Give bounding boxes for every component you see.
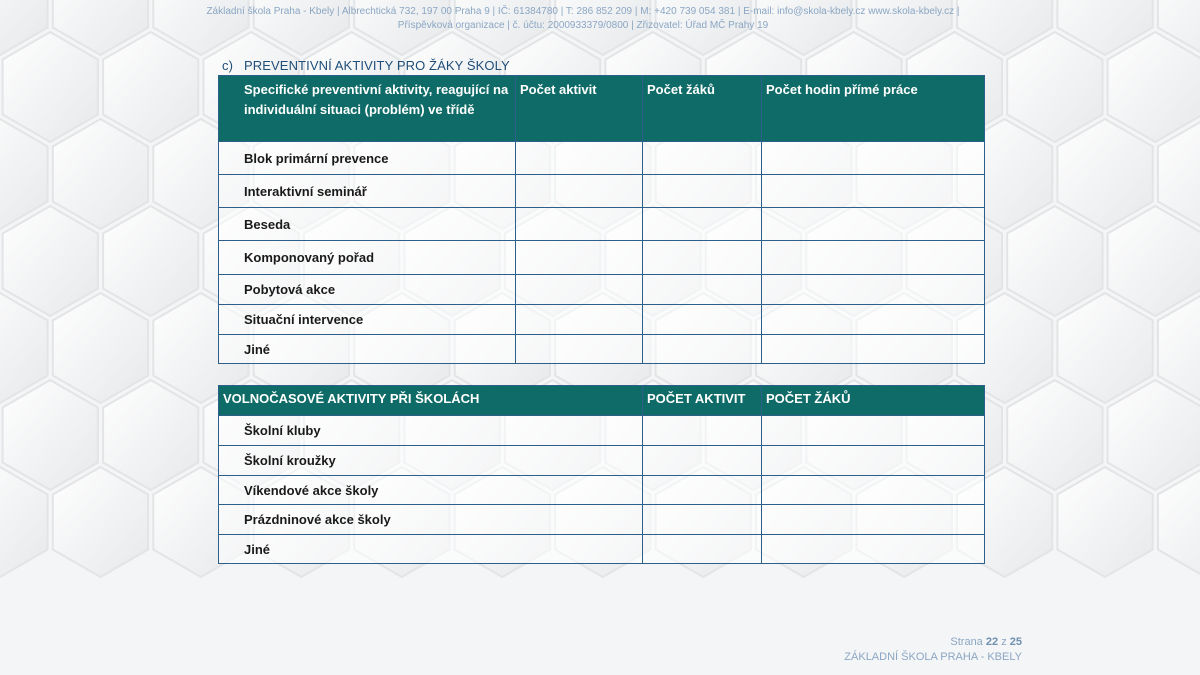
activity-count-cell[interactable] [643, 535, 762, 564]
column-header-pupil-count: POČET ŽÁKŮ [762, 386, 985, 416]
background-hexagon [53, 467, 148, 577]
activity-count-cell[interactable] [643, 446, 762, 476]
direct-hours-cell[interactable] [762, 275, 985, 305]
page-total: 25 [1009, 636, 1022, 648]
section-title: PREVENTIVNÍ AKTIVITY PRO ŽÁKY ŠKOLY [244, 58, 510, 73]
column-header-activity-count: Počet aktivit [516, 76, 643, 142]
pupil-count-cell[interactable] [762, 416, 985, 446]
background-hexagon [1057, 467, 1152, 577]
table-row [219, 208, 985, 241]
page-current: 22 [985, 636, 999, 648]
table-row [219, 275, 985, 305]
background-hexagon [53, 293, 148, 403]
activity-count-cell[interactable] [643, 476, 762, 505]
preventive-activities-table [218, 75, 985, 364]
direct-hours-cell[interactable] [762, 142, 985, 175]
section-heading [222, 58, 510, 73]
table-row [219, 535, 985, 564]
activity-count-cell[interactable] [643, 505, 762, 535]
direct-hours-cell[interactable] [762, 335, 985, 364]
pupil-count-cell[interactable] [762, 535, 985, 564]
direct-hours-cell[interactable] [762, 241, 985, 275]
section-letter: c) [222, 58, 234, 73]
table-row [219, 241, 985, 275]
activity-count-cell[interactable] [516, 208, 643, 241]
background-hexagon [1007, 32, 1102, 142]
table-header-row [219, 76, 985, 142]
table-row [219, 305, 985, 335]
background-hexagon [3, 32, 98, 142]
pupil-count-cell[interactable] [643, 175, 762, 208]
page-label: Strana [950, 636, 983, 648]
pupil-count-cell[interactable] [762, 505, 985, 535]
row-label: Prázdninové akce školy [219, 505, 643, 535]
background-hexagon [103, 32, 198, 142]
background-hexagon [1007, 206, 1102, 316]
pupil-count-cell[interactable] [643, 241, 762, 275]
pupil-count-cell[interactable] [762, 446, 985, 476]
column-header-direct-hours: Počet hodin přímé práce [762, 76, 985, 142]
column-header-leisure-activity: VOLNOČASOVÉ AKTIVITY PŘI ŠKOLÁCH [219, 386, 643, 416]
row-label: Interaktivní seminář [219, 175, 516, 208]
pupil-count-cell[interactable] [643, 275, 762, 305]
page-of: z [1001, 636, 1007, 648]
table-row [219, 142, 985, 175]
page-footer [844, 635, 1022, 665]
row-label: Školní kroužky [219, 446, 643, 476]
activity-count-cell[interactable] [516, 142, 643, 175]
row-label: Komponovaný pořad [219, 241, 516, 275]
row-label: Jiné [219, 535, 643, 564]
background-hexagon [103, 206, 198, 316]
direct-hours-cell[interactable] [762, 175, 985, 208]
header-address-line: Základní škola Praha - Kbely | Albrechtická 732, 197 00 Praha 9 | IČ: 61384780 | T: 286 852 209 | M: +420 739 054 381 | E-mail: info@skola-kbely.cz www.skola-kbely.cz | [206, 6, 960, 17]
pupil-count-cell[interactable] [643, 305, 762, 335]
activity-count-cell[interactable] [516, 305, 643, 335]
pupil-count-cell[interactable] [643, 142, 762, 175]
pupil-count-cell[interactable] [643, 335, 762, 364]
activity-count-cell[interactable] [643, 416, 762, 446]
column-header-activity: Specifické preventivní aktivity, reagující na individuální situaci (problém) ve třídě [219, 76, 516, 142]
row-label: Beseda [219, 208, 516, 241]
table-row [219, 416, 985, 446]
background-hexagon [1108, 206, 1200, 316]
row-label: Situační intervence [219, 305, 516, 335]
background-hexagon [1108, 32, 1200, 142]
background-hexagon [103, 380, 198, 490]
background-hexagon [3, 206, 98, 316]
background-hexagon [1057, 119, 1152, 229]
table-row [219, 175, 985, 208]
direct-hours-cell[interactable] [762, 208, 985, 241]
page-number [844, 635, 1022, 650]
row-label: Školní kluby [219, 416, 643, 446]
column-header-pupil-count: Počet žáků [643, 76, 762, 142]
pupil-count-cell[interactable] [643, 208, 762, 241]
row-label: Víkendové akce školy [219, 476, 643, 505]
leisure-activities-table [218, 385, 985, 564]
column-header-activity-count: POČET AKTIVIT [643, 386, 762, 416]
row-label: Blok primární prevence [219, 142, 516, 175]
direct-hours-cell[interactable] [762, 305, 985, 335]
activity-count-cell[interactable] [516, 175, 643, 208]
row-label: Jiné [219, 335, 516, 364]
table-header-row [219, 386, 985, 416]
background-hexagon [1057, 293, 1152, 403]
row-label: Pobytová akce [219, 275, 516, 305]
activity-count-cell[interactable] [516, 241, 643, 275]
background-hexagon [1007, 380, 1102, 490]
activity-count-cell[interactable] [516, 275, 643, 305]
table-row [219, 446, 985, 476]
page-header [0, 5, 1166, 33]
table-row [219, 476, 985, 505]
background-hexagon [1108, 380, 1200, 490]
background-hexagon [53, 119, 148, 229]
activity-count-cell[interactable] [516, 335, 643, 364]
table-row [219, 335, 985, 364]
header-org-line: Příspěvková organizace | č. účtu: 2000933379/0800 | Zřizovatel: Úřad MČ Prahy 19 [397, 20, 769, 31]
footer-school-name: ZÁKLADNÍ ŠKOLA PRAHA - KBELY [844, 651, 1022, 663]
background-hexagon [3, 380, 98, 490]
pupil-count-cell[interactable] [762, 476, 985, 505]
table-row [219, 505, 985, 535]
